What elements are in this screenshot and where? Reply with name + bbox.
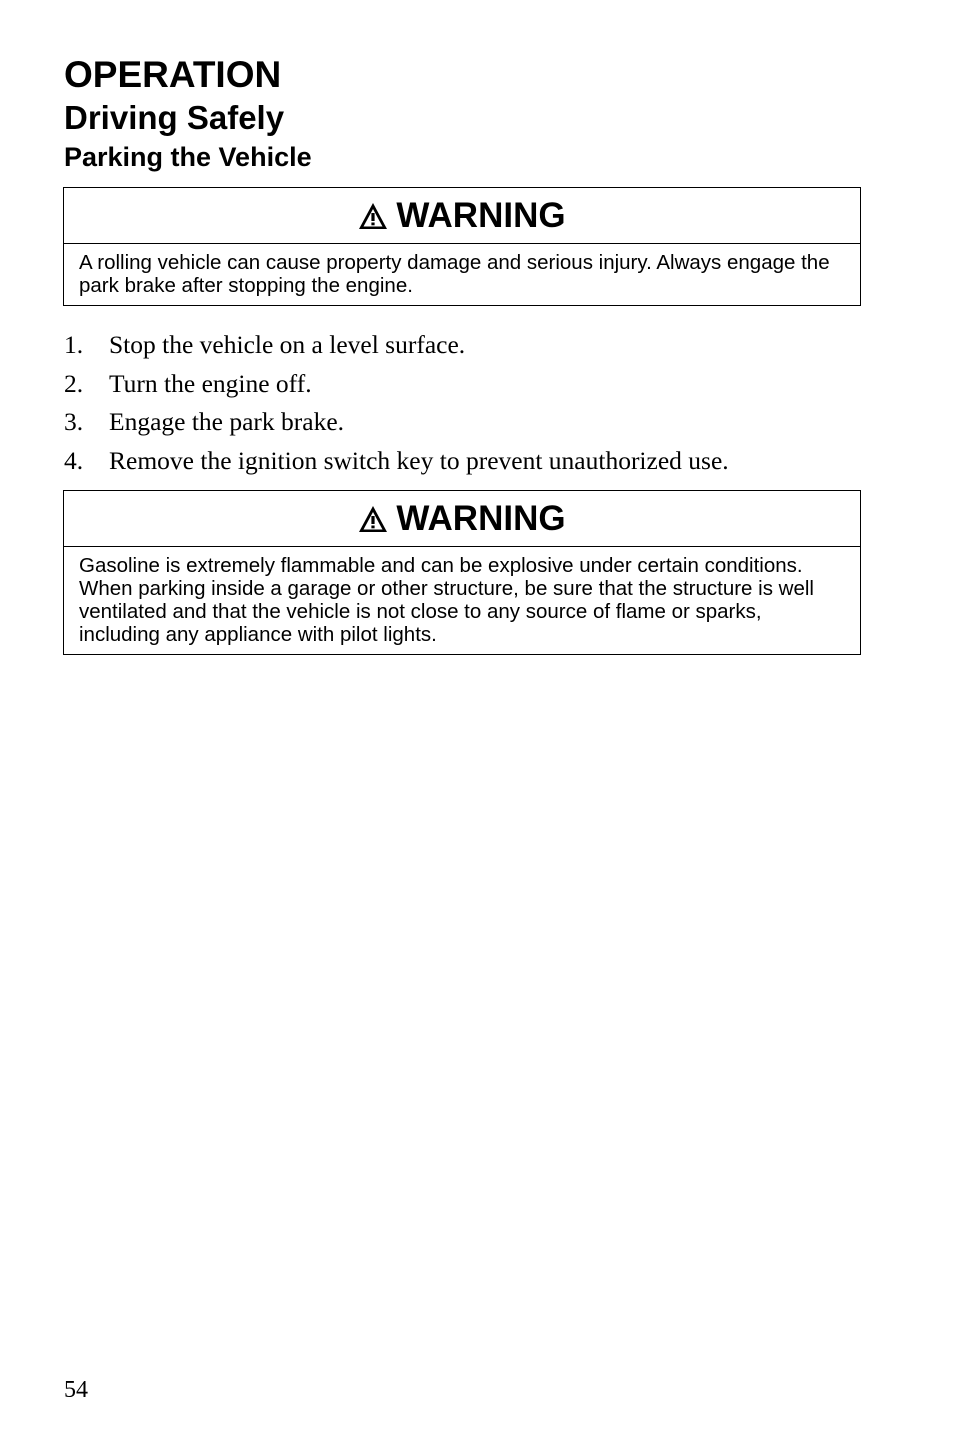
list-item (64, 368, 884, 407)
warning-text: Gasoline is extremely flammable and can be explosive under certain conditions. When parking inside a garage or other structure, be sure that the structure is well ventilated and that the vehicle is not close to any source of flame or sparks, including any appliance with pilot lights. (79, 554, 814, 646)
list-item (64, 445, 884, 484)
warning-box-rolling (63, 187, 861, 306)
topic-title: Parking the Vehicle (64, 142, 312, 172)
list-item (64, 406, 884, 445)
warning-header (64, 188, 860, 244)
step-number: 3. (64, 407, 84, 436)
list-item (64, 329, 884, 368)
warning-box-gasoline (63, 490, 861, 655)
step-text: Stop the vehicle on a level surface. (109, 330, 466, 359)
warning-text: A rolling vehicle can cause property damage and serious injury. Always engage the park brake after stopping the engine. (79, 251, 830, 297)
step-number: 4. (64, 445, 84, 475)
page-number: 54 (64, 1377, 88, 1403)
warning-triangle-icon (358, 202, 388, 230)
step-number: 2. (64, 368, 84, 398)
step-text: Engage the park brake. (109, 407, 345, 436)
subsection-title: Driving Safely (64, 99, 285, 136)
warning-title: WARNING (396, 498, 566, 538)
warning-title: WARNING (396, 195, 566, 235)
warning-header (64, 491, 860, 547)
warning-triangle-icon (358, 505, 388, 533)
step-text: Remove the ignition switch key to prevent unauthorized use. (109, 445, 729, 475)
parking-steps-list (64, 329, 884, 483)
step-number: 1. (64, 330, 84, 359)
step-text: Turn the engine off. (109, 368, 312, 398)
section-title: OPERATION (64, 54, 282, 95)
